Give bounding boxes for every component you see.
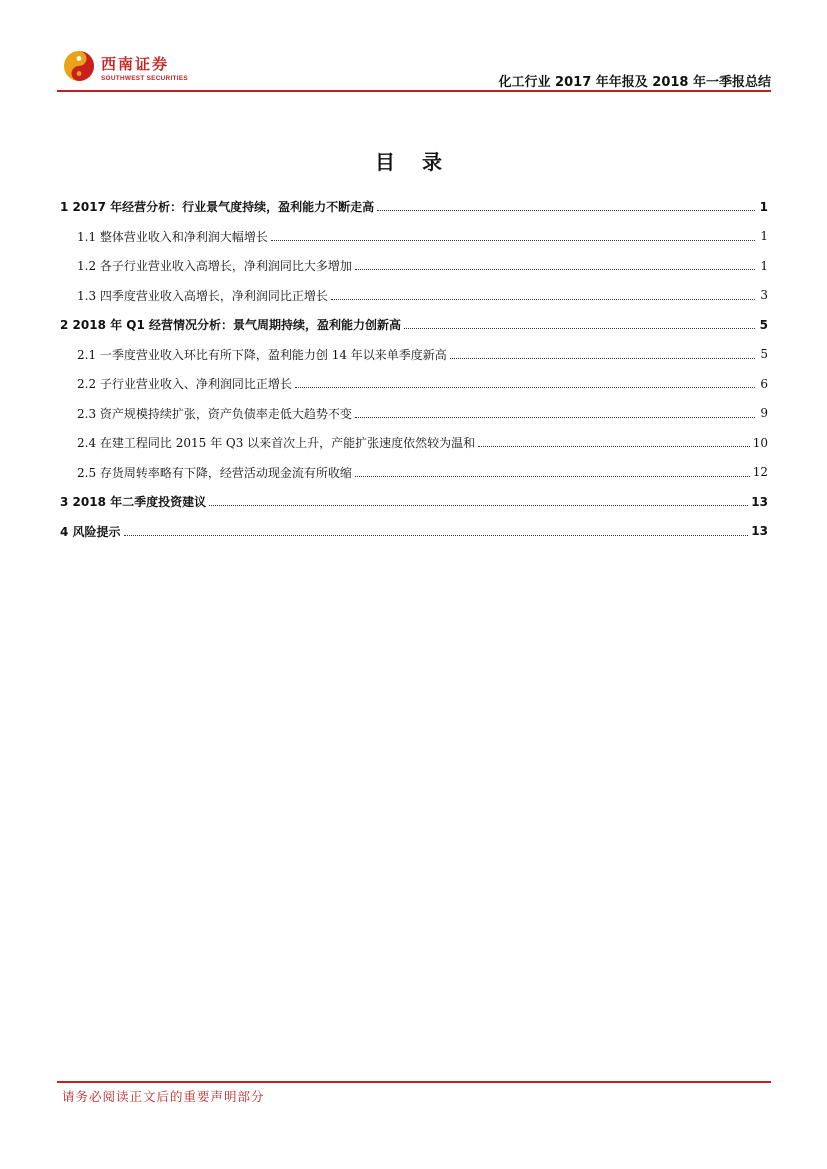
toc-dot-leader bbox=[404, 328, 755, 329]
toc-entry[interactable] bbox=[60, 517, 768, 547]
toc-page-number: 5 bbox=[760, 347, 768, 362]
toc-entry[interactable] bbox=[60, 310, 768, 340]
page-header bbox=[57, 44, 771, 94]
toc-entry-text: 2.3 资产规模持续扩张，资产负债率走低大趋势不变 bbox=[77, 406, 352, 421]
toc-entry[interactable] bbox=[60, 340, 768, 370]
toc-entry-text: 2.4 在建工程同比 2015 年 Q3 以来首次上升，产能扩张速度依然较为温和 bbox=[77, 436, 476, 451]
toc-dot-leader bbox=[295, 387, 755, 388]
header-divider bbox=[57, 90, 771, 92]
toc-entry-text: 1.1 整体营业收入和净利润大幅增长 bbox=[77, 229, 268, 244]
toc-entry[interactable] bbox=[60, 428, 768, 458]
toc-entry-text: 1.3 四季度营业收入高增长，净利润同比正增长 bbox=[77, 288, 328, 303]
toc-entry[interactable] bbox=[60, 281, 768, 311]
toc-entry-text: 4 风险提示 bbox=[60, 524, 121, 539]
toc-entry[interactable] bbox=[60, 222, 768, 252]
toc-dot-leader bbox=[331, 299, 755, 300]
toc-page-number: 12 bbox=[752, 465, 768, 480]
toc-page-number: 1 bbox=[759, 199, 768, 214]
toc-entry[interactable] bbox=[60, 487, 768, 517]
toc-page-number: 13 bbox=[751, 524, 768, 539]
logo-english-name: SOUTHWEST SECURITIES bbox=[101, 75, 188, 82]
table-of-contents bbox=[60, 192, 768, 546]
report-title: 化工行业 2017 年年报及 2018 年一季报总结 bbox=[498, 75, 771, 90]
toc-dot-leader bbox=[377, 210, 755, 211]
toc-entry-text: 2.1 一季度营业收入环比有所下降，盈利能力创 14 年以来单季度新高 bbox=[77, 347, 447, 362]
toc-dot-leader bbox=[355, 476, 750, 477]
toc-entry-text: 2.2 子行业营业收入、净利润同比正增长 bbox=[77, 377, 292, 392]
company-logo bbox=[63, 50, 193, 86]
toc-dot-leader bbox=[124, 535, 749, 536]
toc-dot-leader bbox=[355, 269, 755, 270]
southwest-securities-logo-icon bbox=[63, 50, 95, 82]
logo-chinese-name: 西南证券 bbox=[101, 55, 170, 73]
toc-page-number: 1 bbox=[760, 229, 768, 244]
toc-entry-text: 2.5 存货周转率略有下降，经营活动现金流有所收缩 bbox=[77, 465, 352, 480]
toc-entry[interactable] bbox=[60, 458, 768, 488]
footer-disclaimer: 请务必阅读正文后的重要声明部分 bbox=[62, 1089, 265, 1104]
footer-divider bbox=[57, 1081, 771, 1083]
toc-dot-leader bbox=[355, 417, 755, 418]
toc-dot-leader bbox=[450, 358, 755, 359]
toc-entry-text: 2 2018 年 Q1 经营情况分析：景气周期持续，盈利能力创新高 bbox=[60, 318, 402, 333]
toc-entry-text: 1.2 各子行业营业收入高增长，净利润同比大多增加 bbox=[77, 259, 352, 274]
toc-entry[interactable] bbox=[60, 369, 768, 399]
toc-dot-leader bbox=[209, 505, 748, 506]
toc-entry[interactable] bbox=[60, 251, 768, 281]
toc-heading: 目 录 bbox=[375, 150, 452, 174]
toc-dot-leader bbox=[478, 446, 750, 447]
toc-page-number: 6 bbox=[760, 376, 768, 391]
toc-page-number: 5 bbox=[759, 317, 768, 332]
toc-entry-text: 1 2017 年经营分析：行业景气度持续，盈利能力不断走高 bbox=[60, 200, 375, 215]
toc-page-number: 13 bbox=[751, 494, 768, 509]
toc-page-number: 9 bbox=[760, 406, 768, 421]
toc-page-number: 3 bbox=[760, 288, 768, 303]
toc-entry[interactable] bbox=[60, 192, 768, 222]
toc-entry[interactable] bbox=[60, 399, 768, 429]
toc-entry-text: 3 2018 年二季度投资建议 bbox=[60, 495, 207, 510]
toc-page-number: 10 bbox=[752, 435, 768, 450]
toc-page-number: 1 bbox=[760, 258, 768, 273]
toc-dot-leader bbox=[271, 240, 755, 241]
